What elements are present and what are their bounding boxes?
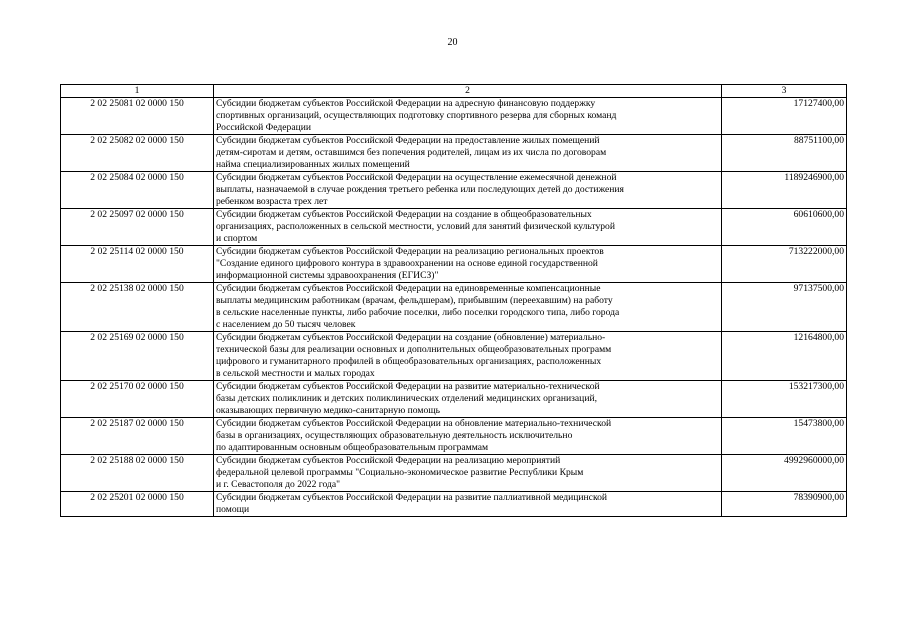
description-line: Субсидии бюджетам субъектов Российской Федерации на развитие паллиативной медицинской: [216, 492, 608, 503]
description-cell: [214, 418, 722, 455]
table-row: [61, 98, 847, 135]
description-line: Субсидии бюджетам субъектов Российской Федерации на развитие материально-технической: [216, 381, 600, 392]
description-line: Субсидии бюджетам субъектов Российской Федерации на обновление материально-технической: [216, 418, 612, 429]
description-line: технической базы для реализации основных и дополнительных общеобразовательных программ: [216, 344, 612, 355]
description-line: базы в организациях, осуществляющих образовательную деятельность исключительно: [216, 430, 573, 441]
column-header-1: 1: [61, 85, 214, 98]
description-cell: [214, 246, 722, 283]
description-line: в сельские населенные пункты, либо рабочие поселки, либо поселки городского типа, либо города: [216, 307, 620, 318]
description-line: и г. Севастополя до 2022 года": [216, 479, 341, 490]
budget-code-cell: 2 02 25138 02 0000 150: [61, 283, 214, 332]
budget-code-cell: 2 02 25084 02 0000 150: [61, 172, 214, 209]
budget-code-cell: 2 02 25170 02 0000 150: [61, 381, 214, 418]
table-header-row: [61, 85, 847, 98]
description-line: информационной системы здравоохранения (ЕГИСЗ)": [216, 270, 439, 281]
description-cell: [214, 172, 722, 209]
table-body: [61, 98, 847, 517]
description-line: Субсидии бюджетам субъектов Российской Федерации на реализацию региональных проектов: [216, 246, 604, 257]
amount-cell: 17127400,00: [722, 98, 847, 135]
table-row: [61, 492, 847, 517]
description-cell: [214, 135, 722, 172]
description-line: Российской Федерации: [216, 122, 311, 133]
description-line: найма специализированных жилых помещений: [216, 159, 410, 170]
budget-code-cell: 2 02 25081 02 0000 150: [61, 98, 214, 135]
description-line: Субсидии бюджетам субъектов Российской Федерации на реализацию мероприятий: [216, 455, 561, 466]
description-line: оказывающих первичную медико-санитарную помощь: [216, 405, 441, 416]
amount-cell: 60610600,00: [722, 209, 847, 246]
description-cell: [214, 381, 722, 418]
column-header-2: 2: [214, 85, 722, 98]
description-cell: [214, 455, 722, 492]
description-line: ребенком возраста трех лет: [216, 196, 328, 207]
budget-code-cell: 2 02 25187 02 0000 150: [61, 418, 214, 455]
description-line: в сельской местности и малых городах: [216, 368, 375, 379]
amount-cell: 4992960000,00: [722, 455, 847, 492]
description-cell: [214, 283, 722, 332]
amount-cell: 97137500,00: [722, 283, 847, 332]
amount-cell: 78390900,00: [722, 492, 847, 517]
description-line: базы детских поликлиник и детских поликлинических отделений медицинских организаций,: [216, 393, 597, 404]
page-number: 20: [447, 37, 458, 48]
description-cell: [214, 98, 722, 135]
table-row: [61, 135, 847, 172]
table-row: [61, 418, 847, 455]
amount-cell: 88751100,00: [722, 135, 847, 172]
table-row: [61, 381, 847, 418]
amount-cell: 153217300,00: [722, 381, 847, 418]
description-line: Субсидии бюджетам субъектов Российской Федерации на предоставление жилых помещений: [216, 135, 600, 146]
amount-cell: 15473800,00: [722, 418, 847, 455]
description-line: организациях, расположенных в сельской местности, условий для занятий физической культурой: [216, 221, 615, 232]
description-line: детям-сиротам и детям, оставшимся без попечения родителей, лицам из их числа по договорам: [216, 147, 607, 158]
description-line: "Создание единого цифрового контура в здравоохранении на основе единой государственной: [216, 258, 598, 269]
description-cell: [214, 209, 722, 246]
table-row: [61, 283, 847, 332]
budget-code-cell: 2 02 25082 02 0000 150: [61, 135, 214, 172]
budget-code-cell: 2 02 25201 02 0000 150: [61, 492, 214, 517]
budget-code-cell: 2 02 25169 02 0000 150: [61, 332, 214, 381]
table-row: [61, 332, 847, 381]
description-line: Субсидии бюджетам субъектов Российской Федерации на создание (обновление) материально-: [216, 332, 606, 343]
table-row: [61, 209, 847, 246]
description-line: помощи: [216, 504, 250, 515]
budget-table: [60, 84, 847, 517]
description-line: Субсидии бюджетам субъектов Российской Федерации на создание в общеобразовательных: [216, 209, 592, 220]
amount-cell: 1189246900,00: [722, 172, 847, 209]
description-line: Субсидии бюджетам субъектов Российской Федерации на адресную финансовую поддержку: [216, 98, 596, 109]
description-cell: [214, 492, 722, 517]
table-row: [61, 246, 847, 283]
description-line: цифрового и гуманитарного профилей в общеобразовательных организациях, расположенных: [216, 356, 602, 367]
budget-code-cell: 2 02 25188 02 0000 150: [61, 455, 214, 492]
description-line: с населением до 50 тысяч человек: [216, 319, 356, 330]
description-line: Субсидии бюджетам субъектов Российской Федерации на единовременные компенсационные: [216, 283, 601, 294]
description-line: выплаты медицинским работникам (врачам, фельдшерам), прибывшим (переехавшим) на работу: [216, 295, 613, 306]
budget-code-cell: 2 02 25097 02 0000 150: [61, 209, 214, 246]
column-header-3: 3: [722, 85, 847, 98]
description-cell: [214, 332, 722, 381]
description-line: федеральной целевой программы "Социально-экономическое развитие Республики Крым: [216, 467, 584, 478]
amount-cell: 713222000,00: [722, 246, 847, 283]
description-line: и спортом: [216, 233, 258, 244]
description-line: по адаптированным основным общеобразовательным программам: [216, 442, 489, 453]
description-line: выплаты, назначаемой в случае рождения третьего ребенка или последующих детей до достижения: [216, 184, 624, 195]
amount-cell: 12164800,00: [722, 332, 847, 381]
table-row: [61, 172, 847, 209]
table-row: [61, 455, 847, 492]
description-line: Субсидии бюджетам субъектов Российской Федерации на осуществление ежемесячной денежной: [216, 172, 617, 183]
budget-code-cell: 2 02 25114 02 0000 150: [61, 246, 214, 283]
description-line: спортивных организаций, осуществляющих подготовку спортивного резерва для сборных команд: [216, 110, 617, 121]
